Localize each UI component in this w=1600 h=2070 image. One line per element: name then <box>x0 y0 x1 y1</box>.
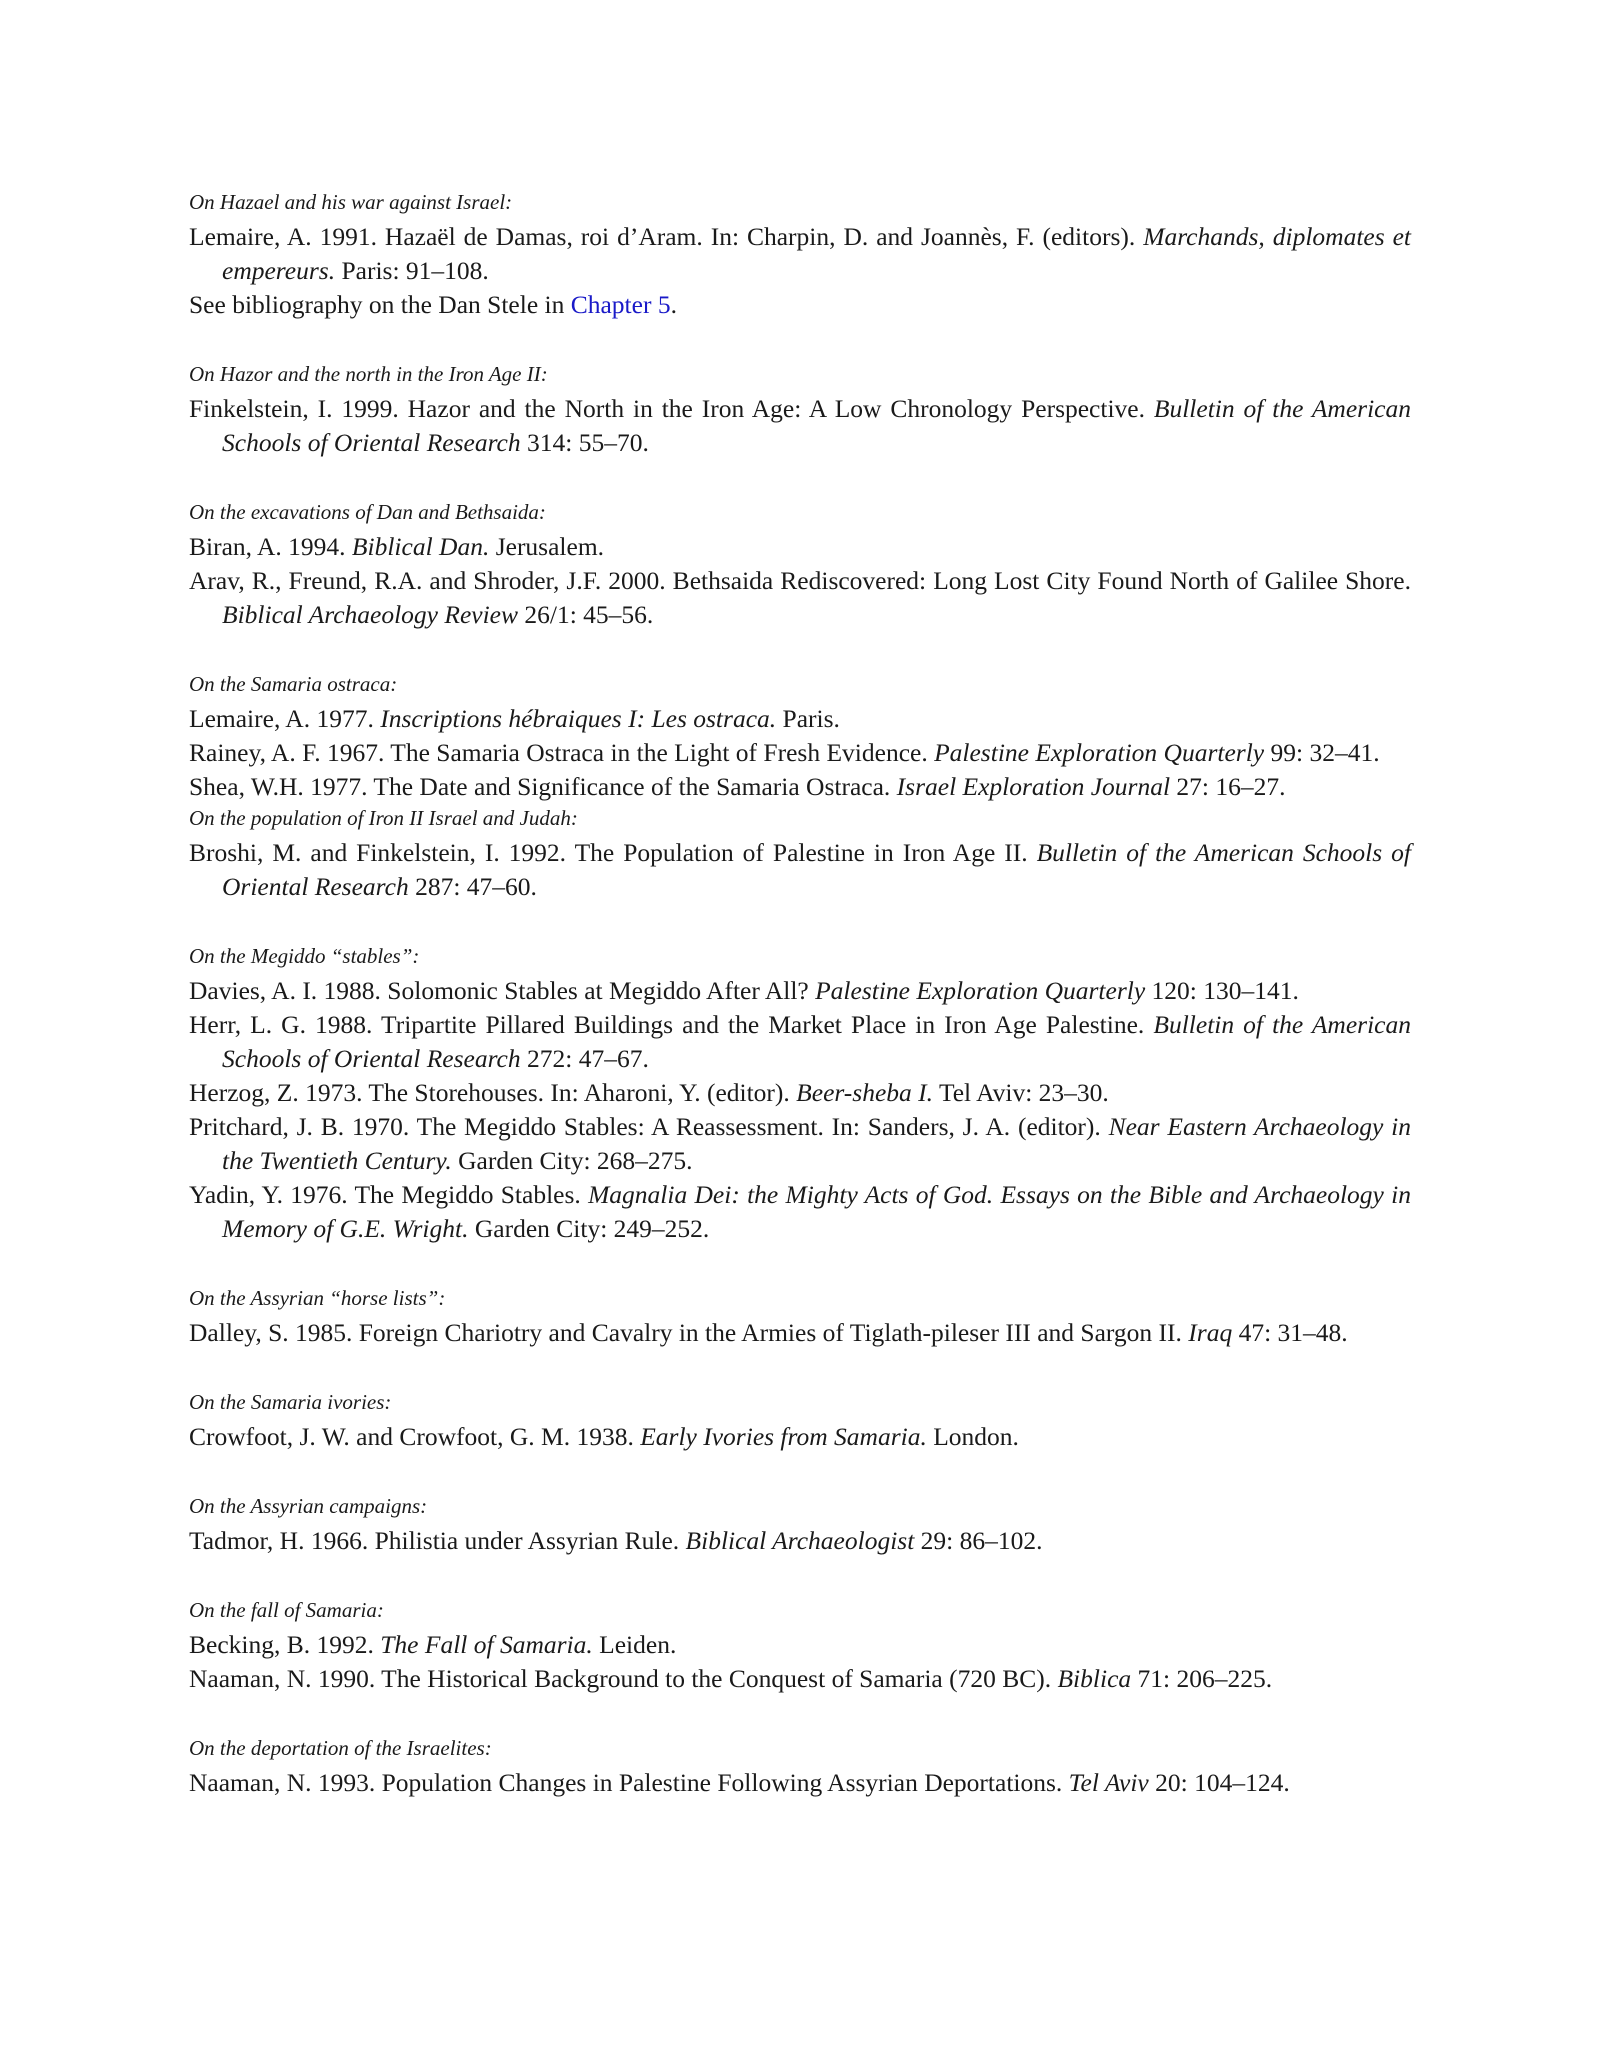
entry-text: Paris. <box>776 704 840 733</box>
entry-text: Naaman, N. 1990. The Historical Background to the Conquest of Samaria (720 BC). <box>189 1664 1058 1693</box>
entry-text: Broshi, M. and Finkelstein, I. 1992. The Population of Palestine in Iron Age II. <box>189 838 1037 867</box>
bibliography-entry <box>189 220 1411 288</box>
entry-text: Yadin, Y. 1976. The Megiddo Stables. <box>189 1180 589 1209</box>
publication-title: Marchands, diplomates et empereurs. <box>222 222 1412 285</box>
publication-title: Early Ivories from Samaria. <box>640 1422 927 1451</box>
publication-title: Biblical Archaeologist <box>685 1526 915 1555</box>
publication-title: The Fall of Samaria. <box>380 1630 593 1659</box>
publication-title: Beer-sheba I. <box>796 1078 934 1107</box>
section-heading: On the Samaria ivories: <box>189 1390 392 1414</box>
bibliography-entry <box>189 564 1411 632</box>
entry-text: Davies, A. I. 1988. Solomonic Stables at Megiddo After All? <box>189 976 816 1005</box>
entry-text: Finkelstein, I. 1999. Hazor and the North in the Iron Age: A Low Chronology Perspective. <box>189 394 1154 423</box>
section-heading: On the Assyrian “horse lists”: <box>189 1286 446 1310</box>
entry-text: Paris: 91–108. <box>335 256 489 285</box>
entry-text: Naaman, N. 1993. Population Changes in Palestine Following Assyrian Deportations. <box>189 1768 1069 1797</box>
publication-title: Biblica <box>1057 1664 1132 1693</box>
publication-title: Biblical Dan. <box>351 532 490 561</box>
bibliography-entry <box>189 702 1411 736</box>
bibliography-page <box>189 188 1411 1838</box>
entry-text: See bibliography on the Dan Stele in <box>189 290 571 319</box>
entry-text: Leiden. <box>592 1630 677 1659</box>
publication-title: Bulletin of the American Schools of Oriental Research <box>222 1010 1411 1073</box>
section-heading: On the fall of Samaria: <box>189 1598 384 1622</box>
bibliography-section <box>189 1492 1411 1558</box>
entry-text: 27: 16–27. <box>1170 772 1286 801</box>
entry-text: Herzog, Z. 1973. The Storehouses. In: Aharoni, Y. (editor). <box>189 1078 797 1107</box>
entry-text: Arav, R., Freund, R.A. and Shroder, J.F. 2000. Bethsaida Rediscovered: Long Lost City Found North of Galilee Shore. <box>189 566 1411 595</box>
bibliography-entry <box>189 1178 1411 1246</box>
chapter-link[interactable]: Chapter 5 <box>570 290 671 319</box>
entry-text: Lemaire, A. 1991. Hazaël de Damas, roi d’Aram. In: Charpin, D. and Joannès, F. (editors). <box>189 222 1144 251</box>
publication-title: Biblical Archaeology Review <box>222 600 518 629</box>
section-heading: On Hazor and the north in the Iron Age II: <box>189 362 548 386</box>
bibliography-entry <box>189 1008 1411 1076</box>
bibliography-entry <box>189 1076 1411 1110</box>
entry-text: Pritchard, J. B. 1970. The Megiddo Stables: A Reassessment. In: Sanders, J. A. (editor). <box>189 1112 1109 1141</box>
bibliography-section <box>189 1284 1411 1350</box>
bibliography-entry <box>189 1766 1411 1800</box>
entry-text: Lemaire, A. 1977. <box>189 704 381 733</box>
publication-title: Bulletin of the American Schools of Oriental Research <box>222 838 1412 901</box>
entry-text: 71: 206–225. <box>1131 1664 1273 1693</box>
entry-text: 29: 86–102. <box>914 1526 1043 1555</box>
publication-title: Near Eastern Archaeology in the Twentieth Century. <box>222 1112 1411 1175</box>
bibliography-entry <box>189 1662 1411 1696</box>
bibliography-entry <box>189 1524 1411 1558</box>
bibliography-section <box>189 942 1411 1246</box>
entry-text: Herr, L. G. 1988. Tripartite Pillared Buildings and the Market Place in Iron Age Palestine. <box>189 1010 1154 1039</box>
bibliography-section <box>189 360 1411 460</box>
publication-title: Magnalia Dei: the Mighty Acts of God. Essays on the Bible and Archaeology in Memory of G.E. Wright. <box>222 1180 1411 1243</box>
entry-text: Crowfoot, J. W. and Crowfoot, G. M. 1938. <box>189 1422 641 1451</box>
entry-text: 120: 130–141. <box>1145 976 1299 1005</box>
bibliography-entry <box>189 392 1411 460</box>
entry-text: Jerusalem. <box>489 532 605 561</box>
bibliography-section <box>189 1596 1411 1696</box>
entry-text: Biran, A. 1994. <box>189 532 352 561</box>
bibliography-entry <box>189 736 1411 770</box>
section-heading: On the Assyrian campaigns: <box>189 1494 428 1518</box>
bibliography-entry <box>189 1110 1411 1178</box>
bibliography-entry <box>189 1420 1411 1454</box>
entry-text: 314: 55–70. <box>520 428 649 457</box>
publication-title: Iraq <box>1188 1318 1233 1347</box>
publication-title: Bulletin of the American Schools of Oriental Research <box>222 394 1411 457</box>
entry-text: 47: 31–48. <box>1232 1318 1348 1347</box>
bibliography-entry <box>189 1628 1411 1662</box>
section-heading: On the Samaria ostraca: <box>189 672 398 696</box>
publication-title: Palestine Exploration Quarterly <box>934 738 1265 767</box>
bibliography-entry <box>189 836 1411 904</box>
section-heading: On Hazael and his war against Israel: <box>189 190 513 214</box>
bibliography-entry <box>189 530 1411 564</box>
publication-title: Tel Aviv <box>1068 1768 1149 1797</box>
entry-text: Dalley, S. 1985. Foreign Chariotry and Cavalry in the Armies of Tiglath-pileser III and Sargon II. <box>189 1318 1189 1347</box>
entry-text: Tadmor, H. 1966. Philistia under Assyrian Rule. <box>189 1526 686 1555</box>
entry-text: Garden City: 268–275. <box>451 1146 693 1175</box>
entry-text: Becking, B. 1992. <box>189 1630 381 1659</box>
publication-title: Palestine Exploration Quarterly <box>815 976 1146 1005</box>
bibliography-entry <box>189 288 1411 322</box>
entry-text: 26/1: 45–56. <box>518 600 654 629</box>
entry-text: Rainey, A. F. 1967. The Samaria Ostraca in the Light of Fresh Evidence. <box>189 738 935 767</box>
entry-text: London. <box>926 1422 1019 1451</box>
section-heading: On the population of Iron II Israel and Judah: <box>189 806 578 830</box>
entry-text: 20: 104–124. <box>1148 1768 1290 1797</box>
bibliography-entry <box>189 1316 1411 1350</box>
entry-text: 99: 32–41. <box>1264 738 1380 767</box>
entry-text: Tel Aviv: 23–30. <box>933 1078 1109 1107</box>
entry-text: Shea, W.H. 1977. The Date and Significance of the Samaria Ostraca. <box>189 772 897 801</box>
publication-title: Inscriptions hébraiques I: Les ostraca. <box>380 704 777 733</box>
bibliography-section <box>189 498 1411 632</box>
publication-title: Israel Exploration Journal <box>896 772 1171 801</box>
bibliography-section <box>189 670 1411 804</box>
entry-text: . <box>670 290 677 319</box>
bibliography-section <box>189 1388 1411 1454</box>
bibliography-section <box>189 804 1411 904</box>
entry-text: Garden City: 249–252. <box>468 1214 710 1243</box>
section-heading: On the excavations of Dan and Bethsaida: <box>189 500 546 524</box>
bibliography-entry <box>189 770 1411 804</box>
bibliography-section <box>189 188 1411 322</box>
section-heading: On the deportation of the Israelites: <box>189 1736 492 1760</box>
entry-text: 287: 47–60. <box>408 872 537 901</box>
entry-text: 272: 47–67. <box>520 1044 649 1073</box>
bibliography-entry <box>189 974 1411 1008</box>
bibliography-section <box>189 1734 1411 1800</box>
section-heading: On the Megiddo “stables”: <box>189 944 420 968</box>
